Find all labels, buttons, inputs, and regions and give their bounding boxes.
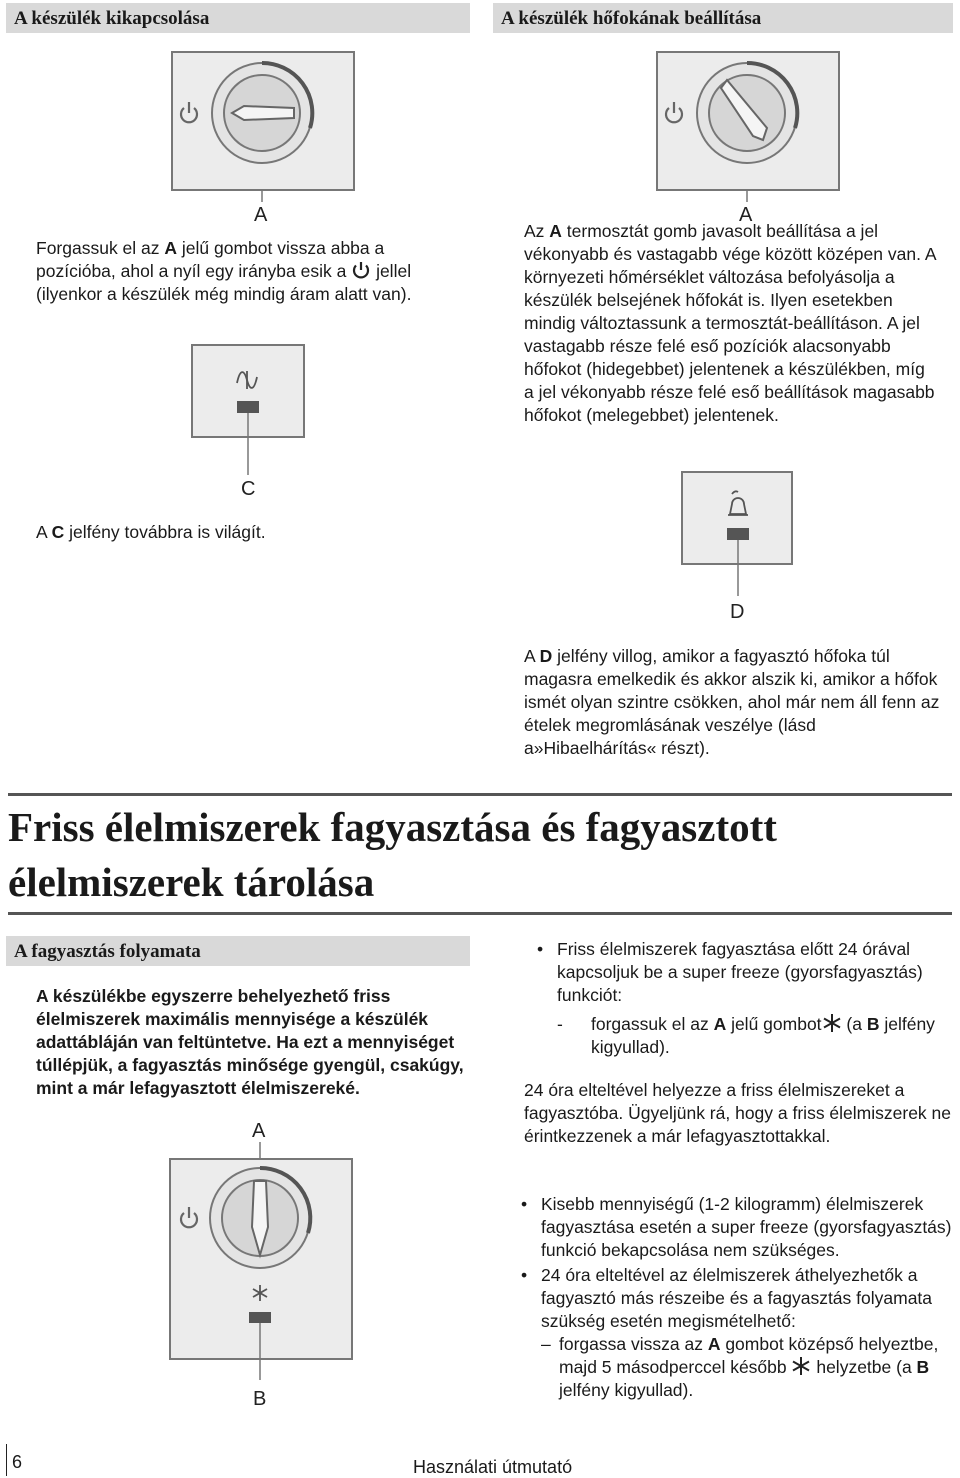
list-item: • Kisebb mennyiségű (1-2 kilogramm) élelmiszerek fagyasztása esetén a super freeze (gyorsfagyasztás) funkció bekapcsolása nem szükséges.	[519, 1193, 955, 1262]
light-d-figure	[680, 470, 800, 628]
heading-rule-bottom	[8, 912, 952, 915]
main-section-title: Friss élelmiszerek fagyasztása és fagyasztott élelmiszerek tárolása	[8, 804, 777, 905]
super-freeze-dial-figure	[160, 1115, 360, 1415]
light-label-c: C	[241, 478, 256, 500]
dial-label-a: A	[739, 204, 753, 225]
indicator-light-d	[727, 528, 749, 540]
dial-pointer	[232, 106, 294, 120]
super-freeze-icon	[791, 1356, 811, 1376]
switch-off-instruction: Forgassuk el az A jelű gombot vissza abba a pozícióba, ahol a nyíl egy irányba esik a jellel (ilyenkor a készülék még mindig áram alatt van).	[36, 238, 412, 304]
footer-divider	[6, 1444, 7, 1476]
control-panel-frame	[682, 472, 792, 564]
power-icon	[351, 260, 371, 280]
section-header-temperature: A készülék hőfokának beállítása	[493, 3, 953, 33]
max-capacity-warning: A készülékbe egyszerre behelyezhető friss élelmiszerek maximális mennyisége a készülék adattábláján van feltüntetve. Ha ezt a mennyiséget túllépjük, a fagyasztás minősége gyengül, csakúgy, mint a már lefagyasztott élelmiszereké.	[36, 986, 464, 1098]
list-sub-item: – forgassa vissza az A gombot középső helyeztbe, majd 5 másodperccel később helyzetbe (a B jelfény kigyullad).	[541, 1334, 939, 1400]
list-sub-item: - forgassuk el az A jelű gombot (a B jelfény kigyullad).	[557, 1014, 935, 1057]
indicator-light-b	[249, 1312, 271, 1323]
dial-label-a: A	[252, 1120, 266, 1142]
freezing-notes	[519, 1193, 955, 1402]
section-header-switch-off: A készülék kikapcsolása	[6, 3, 470, 33]
dial-off-figure	[170, 50, 360, 225]
indicator-light-c	[237, 401, 259, 413]
super-freeze-icon	[822, 1013, 842, 1033]
page-number: 6	[12, 1452, 23, 1472]
list-item: • Friss élelmiszerek fagyasztása előtt 24 órával kapcsoljuk be a super freeze (gyorsfagyasztás) funkciót: - forgassuk el az A jelű gombot (a B jelfény kigyullad).	[535, 938, 955, 1059]
after-24h-text: 24 óra elteltével helyezze a friss élelmiszereket a fagyasztóba. Ügyeljünk rá, hogy a friss élelmiszerek ne érintkezzenek a már lefagyasztottakkal.	[524, 1080, 952, 1146]
light-c-text: A C jelfény továbbra is világít.	[36, 522, 266, 542]
freezing-process-header: A fagyasztás folyamata	[6, 936, 470, 966]
footer-title: Használati útmutató	[413, 1457, 573, 1477]
dial-temperature-figure	[655, 50, 845, 225]
list-item: • 24 óra elteltével az élelmiszerek áthelyezhetők a fagyasztó más részeibe és a fagyasztás folyamata szükség esetén megismételhető: – forgassa vissza az A gombot középső helyeztbe, majd 5 másodperccel később helyzetbe (a B jelfény kigyullad).	[519, 1264, 955, 1402]
super-freeze-steps	[535, 938, 955, 1059]
light-d-text: A D jelfény villog, amikor a fagyasztó hőfoka túl magasra emelkedik és akkor alszik ki, amikor a hőfok ismét olyan szintre csökken, ahol már nem áll fenn az ételek megromlásának veszélye (lásd a»Hibaelhárítás« részt).	[524, 646, 940, 758]
light-c-figure	[190, 343, 315, 501]
light-label-d: D	[730, 601, 745, 623]
dial-label-a: A	[254, 204, 268, 225]
heading-rule-top	[8, 793, 952, 796]
dial-label-b: B	[253, 1388, 267, 1410]
temperature-setting-text: Az A termosztát gomb javasolt beállítása a jel vékonyabb és vastagabb vége között középen van. A környezeti hőmérséklet változása befolyásolja a készülék belsejének hőfokát is. Ilyen esetekben mindig változtassunk a termosztát-beállításon. A jel vastagabb része felé eső pozíciók alacsonyabb hőfokot (hidegebbet) jelentenek a készülékben, míg a jel vékonyabb része felé eső beállítások magasabb hőfokot (melegebbet) jelentenek.	[524, 221, 936, 425]
